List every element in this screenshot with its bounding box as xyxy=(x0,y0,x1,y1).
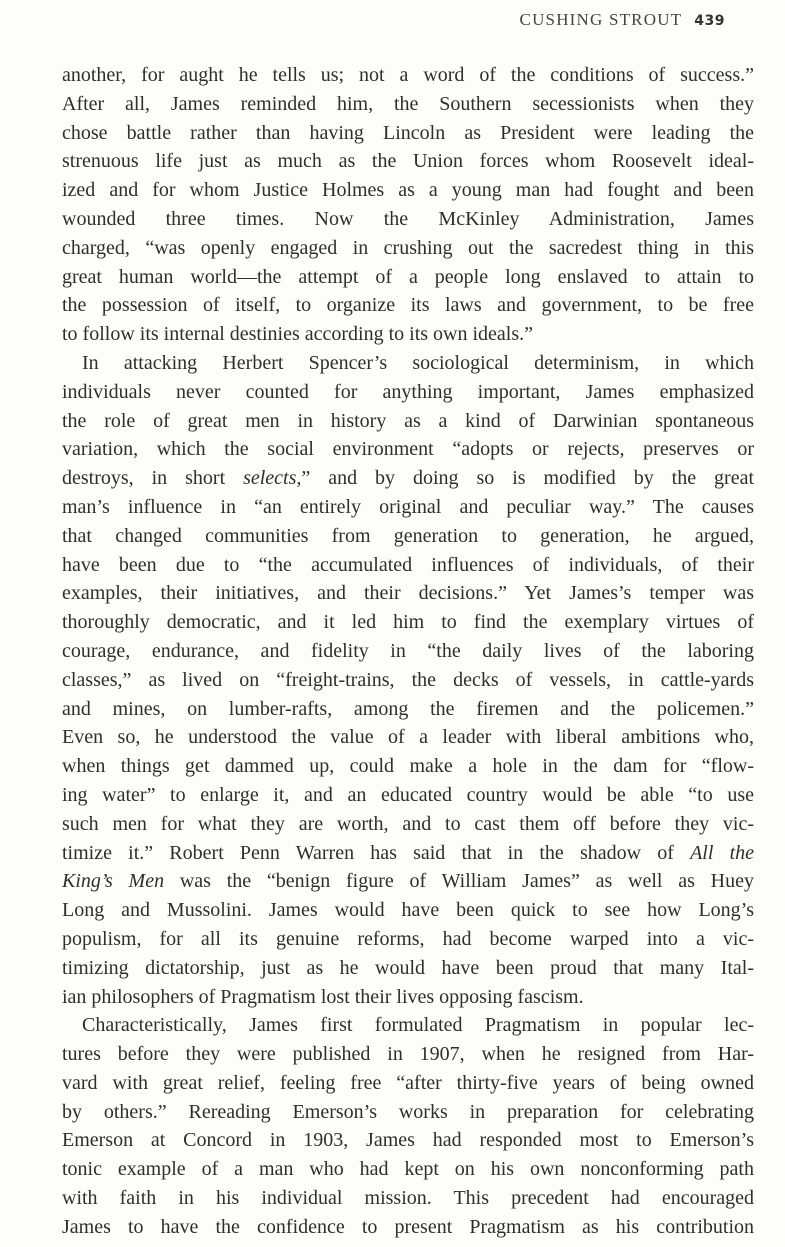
text-segment: strenuous life just as much as the Union forces whom Roosevelt ideal- xyxy=(62,150,754,173)
text-segment: tures before they were published in 1907, when he resigned from Har- xyxy=(62,1043,754,1066)
text-segment: such men for what they are worth, and to cast them off before they vic- xyxy=(62,812,754,835)
text-segment: the role of great men in history as a kind of Darwinian spontaneous xyxy=(62,409,754,432)
italic-text: King’s Men xyxy=(62,870,165,893)
text-line xyxy=(62,1126,754,1155)
page-number: 439 xyxy=(694,13,725,29)
running-header-author: CUSHING STROUT xyxy=(519,10,683,29)
text-line xyxy=(62,407,754,436)
text-line xyxy=(62,1155,754,1184)
text-segment: variation, which the social environment “adopts or rejects, preserves or xyxy=(62,438,754,461)
text-segment: Long and Mussolini. James would have been quick to see how Long’s xyxy=(62,899,754,922)
paragraph xyxy=(62,349,754,1011)
text-line xyxy=(62,1213,754,1242)
text-segment: and mines, on lumber-rafts, among the firemen and the policemen.” xyxy=(62,697,754,720)
text-segment: great human world—the attempt of a people long enslaved to attain to xyxy=(62,265,754,288)
text-line xyxy=(62,1069,754,1098)
text-line xyxy=(62,551,754,580)
text-segment: man’s influence in “an entirely original and peculiar way.” The causes xyxy=(62,495,754,518)
text-segment: charged, “was openly engaged in crushing out the sacredest thing in this xyxy=(62,236,754,259)
text-line xyxy=(62,147,754,176)
text-segment: vard with great relief, feeling free “after thirty-five years of being owned xyxy=(62,1071,754,1094)
text-line xyxy=(62,579,754,608)
text-line xyxy=(62,925,754,954)
text-line xyxy=(62,349,754,378)
paragraph xyxy=(62,1011,754,1241)
text-line xyxy=(62,983,754,1012)
text-line xyxy=(62,723,754,752)
text-segment: timize it.” Robert Penn Warren has said that in the shadow of xyxy=(62,841,691,864)
text-line xyxy=(62,954,754,983)
text-line xyxy=(62,752,754,781)
text-segment: chose battle rather than having Lincoln as President were leading the xyxy=(62,121,754,144)
text-line xyxy=(62,695,754,724)
text-segment: thoroughly democratic, and it led him to find the exemplary virtues of xyxy=(62,611,754,634)
text-segment: classes,” as lived on “freight-trains, the decks of vessels, in cattle-yards xyxy=(62,668,754,691)
text-line xyxy=(62,320,754,349)
text-line xyxy=(62,781,754,810)
text-line xyxy=(62,1184,754,1213)
text-line xyxy=(62,839,754,868)
text-segment: courage, endurance, and fidelity in “the daily lives of the laboring xyxy=(62,639,754,662)
text-line xyxy=(62,119,754,148)
text-line xyxy=(62,378,754,407)
text-line xyxy=(62,637,754,666)
text-segment: was the “benign figure of William James” as well as Huey xyxy=(164,870,754,893)
text-segment: Emerson at Concord in 1903, James had responded most to Emerson’s xyxy=(62,1129,754,1152)
text-line xyxy=(62,1098,754,1127)
text-segment: the possession of itself, to organize its laws and government, to be free xyxy=(62,294,754,317)
text-segment: ing water” to enlarge it, and an educated country would be able “to use xyxy=(62,783,754,806)
text-line xyxy=(62,810,754,839)
text-segment: individuals never counted for anything important, James emphasized xyxy=(62,380,754,403)
italic-text: All the xyxy=(690,841,754,864)
text-line xyxy=(62,435,754,464)
text-line xyxy=(62,464,754,493)
text-segment: ian philosophers of Pragmatism lost their lives opposing fascism. xyxy=(62,985,584,1008)
running-header xyxy=(520,10,725,30)
text-segment: to follow its internal destinies according to its own ideals.” xyxy=(62,323,534,346)
text-segment: that changed communities from generation to generation, he argued, xyxy=(62,524,754,547)
text-line xyxy=(62,666,754,695)
text-segment: timizing dictatorship, just as he would have been proud that many Ital- xyxy=(62,956,754,979)
text-line xyxy=(62,291,754,320)
text-segment: destroys, in short xyxy=(62,467,244,490)
page-body xyxy=(62,61,754,1242)
text-line xyxy=(62,90,754,119)
text-segment: ” and by doing so is modified by the great xyxy=(301,467,754,490)
text-segment: After all, James reminded him, the Southern secessionists when they xyxy=(62,92,754,115)
text-segment: when things get dammed up, could make a hole in the dam for “flow- xyxy=(62,755,754,778)
text-segment: James to have the confidence to present Pragmatism as his contribution xyxy=(62,1215,754,1238)
paragraph xyxy=(62,61,754,349)
text-segment: with faith in his individual mission. This precedent had encouraged xyxy=(62,1187,754,1210)
text-line xyxy=(62,493,754,522)
text-segment: another, for aught he tells us; not a word of the conditions of success.” xyxy=(62,64,754,86)
text-line xyxy=(62,205,754,234)
text-line xyxy=(62,263,754,292)
text-line xyxy=(62,234,754,263)
text-line xyxy=(62,1040,754,1069)
text-line xyxy=(62,896,754,925)
text-line xyxy=(62,867,754,896)
text-segment: Characteristically, James first formulated Pragmatism in popular lec- xyxy=(82,1014,754,1037)
text-segment: tonic example of a man who had kept on his own nonconforming path xyxy=(62,1158,754,1181)
text-segment: In attacking Herbert Spencer’s sociological determinism, in which xyxy=(82,351,754,374)
text-segment: have been due to “the accumulated influences of individuals, of their xyxy=(62,553,754,576)
italic-text: selects, xyxy=(243,467,302,490)
text-line xyxy=(62,176,754,205)
text-line xyxy=(62,522,754,551)
text-line xyxy=(62,608,754,637)
text-line xyxy=(62,61,754,90)
text-segment: ized and for whom Justice Holmes as a young man had fought and been xyxy=(62,179,754,202)
text-segment: populism, for all its genuine reforms, had become warped into a vic- xyxy=(62,927,754,950)
text-segment: wounded three times. Now the McKinley Administration, James xyxy=(62,207,754,230)
text-segment: by others.” Rereading Emerson’s works in preparation for celebrating xyxy=(62,1100,754,1123)
text-line xyxy=(62,1011,754,1040)
text-segment: examples, their initiatives, and their decisions.” Yet James’s temper was xyxy=(62,582,754,605)
text-segment: Even so, he understood the value of a leader with liberal ambitions who, xyxy=(62,726,754,749)
